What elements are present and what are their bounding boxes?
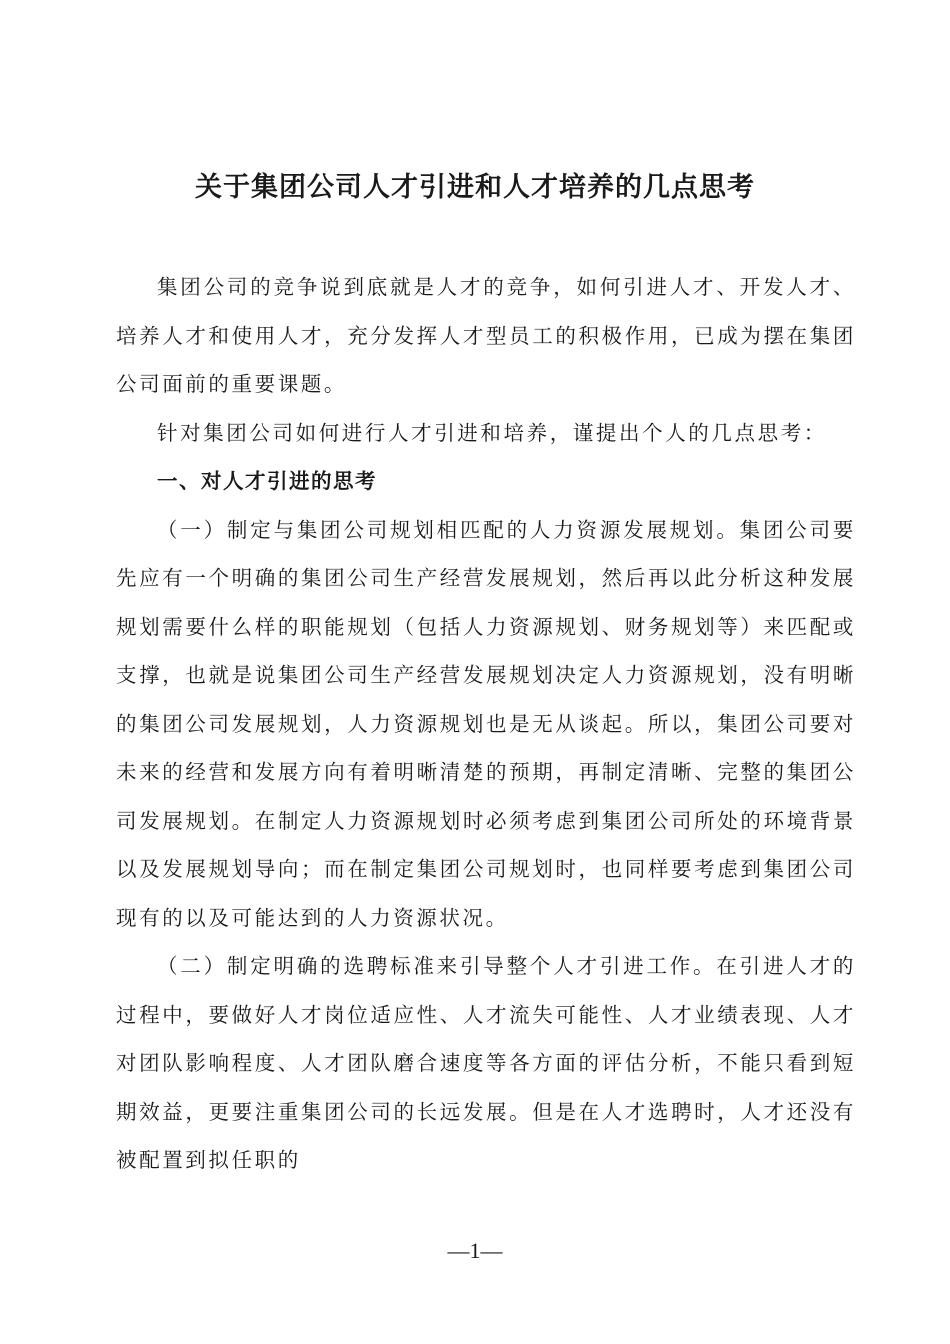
page-number: —1—	[447, 1238, 503, 1263]
paragraph-item-2: （二）制定明确的选聘标准来引导整个人才引进工作。在引进人才的过程中，要做好人才岗位适应性、人才流失可能性、人才业绩表现、人才对团队影响程度、人才团队磨合速度等各方面的评估分析，不能只看到短期效益，更要注重集团公司的长远发展。但是在人才选聘时，人才还没有被配置到拟任职的	[116, 954, 856, 1172]
document-body	[116, 263, 856, 1185]
paragraph-item-1: （一）制定与集团公司规划相匹配的人力资源发展规划。集团公司要先应有一个明确的集团公司生产经营发展规划，然后再以此分析这种发展规划需要什么样的职能规划（包括人力资源规划、财务规划等）来匹配或支撑，也就是说集团公司生产经营发展规划决定人力资源规划，没有明晰的集团公司发展规划，人力资源规划也是无从谈起。所以，集团公司要对未来的经营和发展方向有着明晰清楚的预期，再制定清晰、完整的集团公司发展规划。在制定人力资源规划时必须考虑到集团公司所处的环境背景以及发展规划导向；而在制定集团公司规划时，也同样要考虑到集团公司现有的以及可能达到的人力资源状况。	[116, 517, 856, 930]
paragraph-lead-in: 针对集团公司如何进行人才引进和培养，谨提出个人的几点思考：	[157, 420, 827, 445]
document-title: 关于集团公司人才引进和人才培养的几点思考	[195, 172, 755, 203]
paragraph-intro: 集团公司的竞争说到底就是人才的竞争，如何引进人才、开发人才、培养人才和使用人才，充分发挥人才型员工的积极作用，已成为摆在集团公司面前的重要课题。	[116, 275, 856, 396]
section-heading: 一、对人才引进的思考	[157, 469, 377, 493]
